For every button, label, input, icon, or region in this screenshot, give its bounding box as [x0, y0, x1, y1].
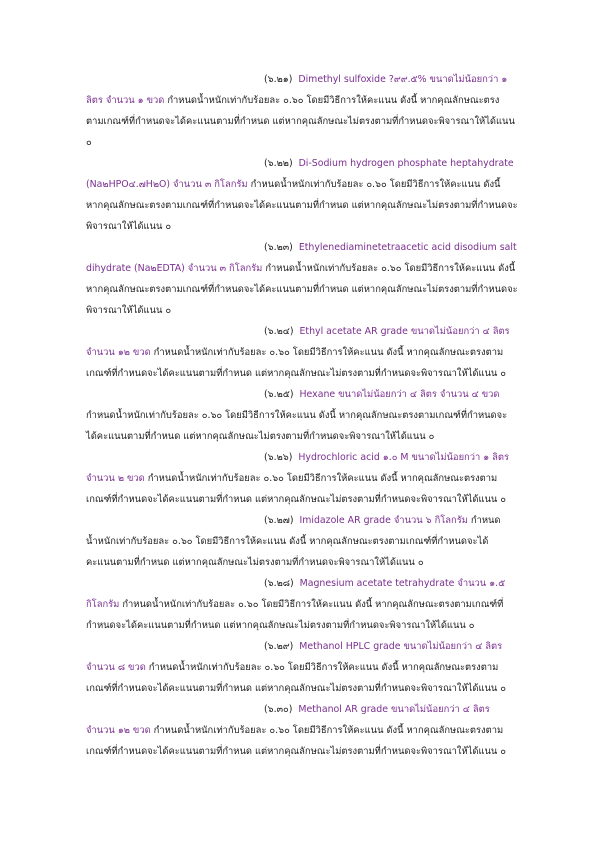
- item-6-29-line-2: จำนวน ๘ ขวด กำหนดน้ำหนักเท่ากับร้อยละ ๐.๖๐ โดยมีวิธีการให้คะแนน ดังนี้ หากคุณลักษณะตรงตาม: [86, 662, 499, 673]
- item-6-21-line-4: ๐: [86, 137, 92, 148]
- item-6-23-line-4: พิจารณาให้ได้แนน ๐: [86, 305, 172, 316]
- item-6-28-line-2: กิโลกรัม กำหนดน้ำหนักเท่ากับร้อยละ ๐.๖๐ โดยมีวิธีการให้คะแนน ดังนี้ หากคุณลักษณะตรงตามเกณฑ์ที่: [86, 599, 504, 610]
- item-6-29-line-1: (๖.๒๙) Methanol HPLC grade ขนาดไม่น้อยกว่า ๔ ลิตร: [264, 641, 503, 652]
- item-6-30-line-1: (๖.๓๐) Methanol AR grade ขนาดไม่น้อยกว่า ๔ ลิตร: [264, 704, 490, 715]
- item-6-24-line-3: เกณฑ์ที่กำหนดจะได้คะแนนตามที่กำหนด แต่หากคุณลักษณะไม่ตรงตามที่กำหนดจะพิจารณาให้ได้แนน ๐: [86, 368, 507, 379]
- item-6-30-line-2: จำนวน ๑๒ ขวด กำหนดน้ำหนักเท่ากับร้อยละ ๐.๖๐ โดยมีวิธีการให้คะแนน ดังนี้ หากคุณลักษณะตรงตาม: [86, 725, 504, 736]
- item-6-23-line-1: (๖.๒๓) Ethylenediaminetetraacetic acid disodium salt: [264, 242, 517, 253]
- item-6-25-line-1: (๖.๒๕) Hexane ขนาดไม่น้อยกว่า ๔ ลิตร จำนวน ๔ ขวด: [264, 389, 500, 400]
- item-6-23-line-2: dihydrate (Na๒EDTA) จำนวน ๓ กิโลกรัม กำหนดน้ำหนักเท่ากับร้อยละ ๐.๖๐ โดยมีวิธีการให้คะแนน ดังนี้: [86, 263, 516, 274]
- item-6-27-line-2: น้ำหนักเท่ากับร้อยละ ๐.๖๐ โดยมีวิธีการให้คะแนน ดังนี้ หากคุณลักษณะตรงตามเกณฑ์ที่กำหนดจะได้: [86, 536, 489, 547]
- item-6-22-line-3: หากคุณลักษณะตรงตามเกณฑ์ที่กำหนดจะได้คะแนนตามที่กำหนด แต่หากคุณลักษณะไม่ตรงตามที่กำหนดจะ: [86, 200, 518, 211]
- item-6-26-line-2: จำนวน ๒ ขวด กำหนดน้ำหนักเท่ากับร้อยละ ๐.๖๐ โดยมีวิธีการให้คะแนน ดังนี้ หากคุณลักษณะตรงตาม: [86, 473, 498, 484]
- item-6-22-line-1: (๖.๒๒) Di-Sodium hydrogen phosphate heptahydrate: [264, 158, 514, 169]
- item-6-24-line-2: จำนวน ๑๒ ขวด กำหนดน้ำหนักเท่ากับร้อยละ ๐.๖๐ โดยมีวิธีการให้คะแนน ดังนี้ หากคุณลักษณะตรงตาม: [86, 347, 504, 358]
- item-6-30-line-3: เกณฑ์ที่กำหนดจะได้คะแนนตามที่กำหนด แต่หากคุณลักษณะไม่ตรงตามที่กำหนดจะพิจารณาให้ได้แนน ๐: [86, 746, 507, 757]
- item-6-21-line-2: ลิตร จำนวน ๑ ขวด กำหนดน้ำหนักเท่ากับร้อยละ ๐.๖๐ โดยมีวิธีการให้คะแนน ดังนี้ หากคุณลักษณะตรง: [86, 95, 500, 106]
- item-6-26-line-3: เกณฑ์ที่กำหนดจะได้คะแนนตามที่กำหนด แต่หากคุณลักษณะไม่ตรงตามที่กำหนดจะพิจารณาให้ได้แนน ๐: [86, 494, 507, 505]
- item-6-28-line-1: (๖.๒๘) Magnesium acetate tetrahydrate จำนวน ๑.๕: [264, 578, 506, 589]
- item-6-22-line-4: พิจารณาให้ได้แนน ๐: [86, 221, 172, 232]
- item-6-21-line-3: ตามเกณฑ์ที่กำหนดจะได้คะแนนตามที่กำหนด แต่หากคุณลักษณะไม่ตรงตามที่กำหนดจะพิจารณาให้ได้แนน: [86, 116, 515, 127]
- item-6-21-line-1: (๖.๒๑) Dimethyl sulfoxide ?๙๙.๕% ขนาดไม่น้อยกว่า ๑: [264, 74, 508, 85]
- item-6-29-line-3: เกณฑ์ที่กำหนดจะได้คะแนนตามที่กำหนด แต่หากคุณลักษณะไม่ตรงตามที่กำหนดจะพิจารณาให้ได้แนน ๐: [86, 683, 507, 694]
- item-6-22-line-2: (Na๒HPO๔.๗H๒O) จำนวน ๓ กิโลกรัม กำหนดน้ำหนักเท่ากับร้อยละ ๐.๖๐ โดยมีวิธีการให้คะแนน ดังนี้: [86, 179, 501, 190]
- item-6-25-line-3: ได้คะแนนตามที่กำหนด แต่หากคุณลักษณะไม่ตรงตามที่กำหนดจะพิจารณาให้ได้แนน ๐: [86, 431, 435, 442]
- item-6-28-line-3: กำหนดจะได้คะแนนตามที่กำหนด แต่หากคุณลักษณะไม่ตรงตามที่กำหนดจะพิจารณาให้ได้แนน ๐: [86, 620, 475, 631]
- item-6-23-line-3: หากคุณลักษณะตรงตามเกณฑ์ที่กำหนดจะได้คะแนนตามที่กำหนด แต่หากคุณลักษณะไม่ตรงตามที่กำหนดจะ: [86, 284, 518, 295]
- item-6-26-line-1: (๖.๒๖) Hydrochloric acid ๑.๐ M ขนาดไม่น้อยกว่า ๑ ลิตร: [264, 452, 510, 463]
- item-6-27-line-3: คะแนนตามที่กำหนด แต่หากคุณลักษณะไม่ตรงตามที่กำหนดจะพิจารณาให้ได้แนน ๐: [86, 557, 424, 568]
- item-6-24-line-1: (๖.๒๔) Ethyl acetate AR grade ขนาดไม่น้อยกว่า ๔ ลิตร: [264, 326, 510, 337]
- item-6-27-line-1: (๖.๒๗) Imidazole AR grade จำนวน ๖ กิโลกรัม กำหนด: [264, 515, 501, 526]
- item-6-25-line-2: กำหนดน้ำหนักเท่ากับร้อยละ ๐.๖๐ โดยมีวิธีการให้คะแนน ดังนี้ หากคุณลักษณะตรงตามเกณฑ์ที่กำหนดจะ: [86, 410, 508, 421]
